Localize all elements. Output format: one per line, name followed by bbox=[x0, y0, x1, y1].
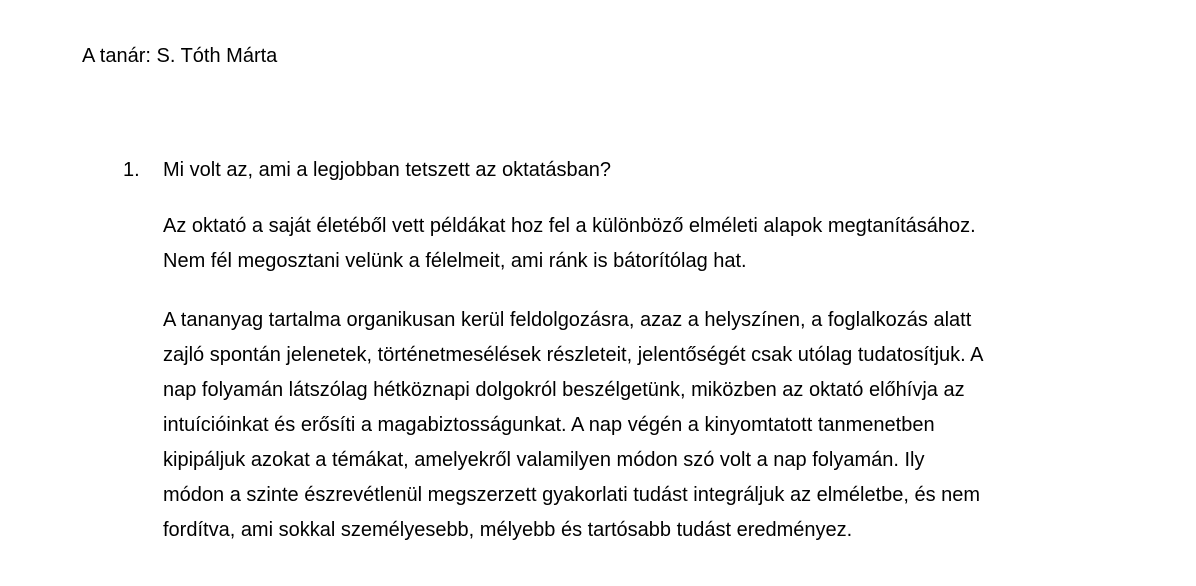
paragraph-line: módon a szinte észrevétlenül megszerzett gyakorlati tudást integráljuk az elméletbe, és nem bbox=[163, 484, 981, 506]
question-text: Mi volt az, ami a legjobban tetszett az oktatásban? bbox=[163, 159, 612, 181]
answer-paragraph bbox=[163, 303, 1123, 548]
paragraph-line: nap folyamán látszólag hétköznapi dolgokról beszélgetünk, miközben az oktató előhívja az bbox=[163, 379, 965, 401]
paragraph-line: zajló spontán jelenetek, történetmesélések részleteit, jelentőségét csak utólag tudatosítjuk. A bbox=[163, 344, 984, 366]
paragraph-line: intuícióinkat és erősíti a magabiztosságunkat. A nap végén a kinyomtatott tanmenetben bbox=[163, 414, 935, 436]
question-number: 1. bbox=[123, 159, 140, 181]
paragraph-line: fordítva, ami sokkal személyesebb, mélyebb és tartósabb tudást eredményez. bbox=[163, 519, 853, 541]
paragraph-line: A tananyag tartalma organikusan kerül feldolgozásra, azaz a helyszínen, a foglalkozás alatt bbox=[163, 309, 972, 331]
paragraph-line: Nem fél megosztani velünk a félelmeit, ami ránk is bátorítólag hat. bbox=[163, 250, 747, 272]
teacher-name-line: A tanár: S. Tóth Márta bbox=[82, 45, 278, 67]
question-item bbox=[123, 156, 611, 184]
paragraph-line: Az oktató a saját életéből vett példákat hoz fel a különböző elméleti alapok megtanításához. bbox=[163, 215, 976, 237]
paragraph-line: kipipáljuk azokat a témákat, amelyekről valamilyen módon szó volt a nap folyamán. Ily bbox=[163, 449, 925, 471]
answer-paragraph bbox=[163, 209, 1123, 279]
